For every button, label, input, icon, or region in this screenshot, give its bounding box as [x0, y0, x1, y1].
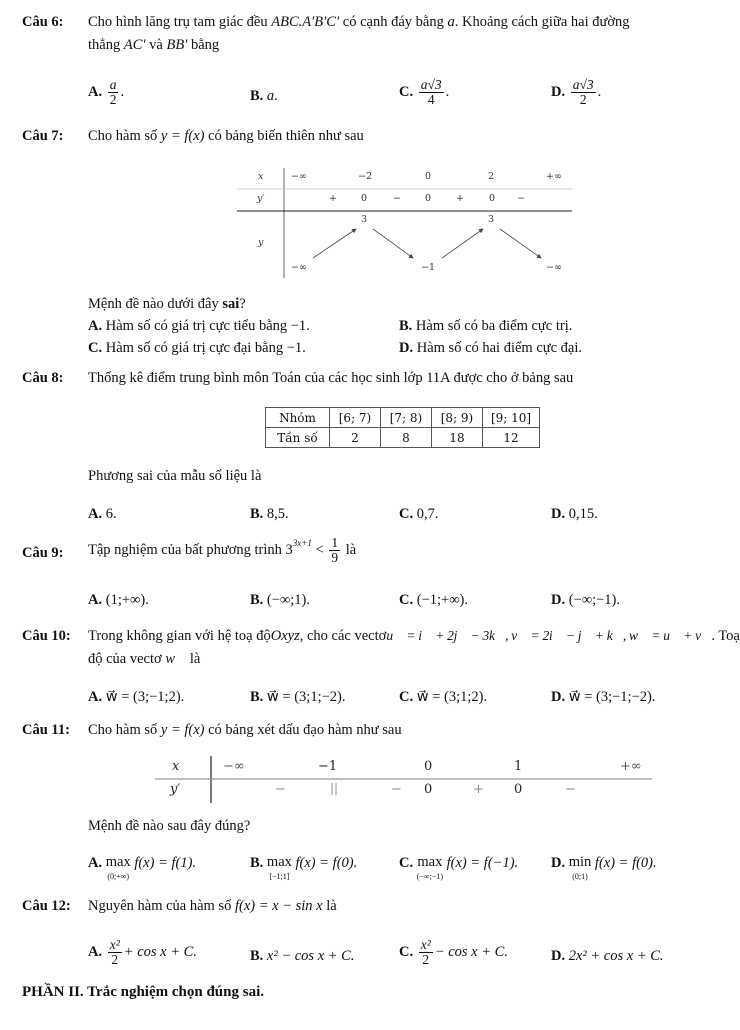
option-a[interactable]: A. $\frac{\text{x²}}{2}$ + cos x + C.: [88, 937, 197, 968]
table-cell: Tần số: [266, 428, 330, 448]
fraction: $\frac{\text{x²}}{2}$: [109, 937, 120, 968]
fraction: $\frac{a}{2}$: [109, 77, 117, 108]
x-value: −2: [358, 171, 373, 182]
table-cell: 8: [381, 428, 432, 448]
x-value: −∞: [223, 759, 245, 774]
option-b[interactable]: B. w⃗ = (3;1;−2).: [250, 689, 346, 705]
dy-sign: +: [473, 782, 484, 797]
x-value: −1: [318, 759, 338, 774]
question-label: Câu 12:: [22, 898, 71, 914]
option-c[interactable]: C. 0,7.: [399, 506, 439, 522]
question-text-line2: độ của vectơ w⃗ là: [88, 651, 201, 667]
dy-sign: −: [393, 193, 401, 204]
table-cell: 2: [330, 428, 381, 448]
x-value: 2: [488, 171, 495, 182]
option-c[interactable]: C. max (−∞;−1) f(x) = f(−1).: [399, 854, 519, 881]
question-label: Câu 8:: [22, 370, 64, 386]
option-a[interactable]: A. $\frac{a}{2}$ .: [88, 77, 125, 108]
row-label-dy: y′: [257, 193, 265, 204]
option-a[interactable]: A. w⃗ = (3;−1;2).: [88, 689, 185, 705]
limit-operator: min (0;1): [568, 854, 592, 881]
question-label: Câu 9:: [22, 545, 64, 561]
limit-operator: max (0;+∞): [105, 854, 131, 881]
x-value: 0: [424, 759, 433, 774]
option-a[interactable]: A. 6.: [88, 506, 117, 522]
dy-sign: 0: [361, 193, 368, 204]
option-b[interactable]: B. Hàm số có ba điểm cực trị.: [399, 318, 573, 334]
question-prompt: Mệnh đề nào dưới đây sai?: [88, 296, 246, 312]
question-label: Câu 10:: [22, 628, 71, 644]
option-d[interactable]: D. (−∞;−1).: [551, 592, 620, 608]
dy-sign: 0: [514, 782, 523, 797]
option-d[interactable]: D. Hàm số có hai điểm cực đại.: [399, 340, 583, 356]
option-b[interactable]: B. (−∞;1).: [250, 592, 310, 608]
option-d[interactable]: D. min (0;1) f(x) = f(0).: [551, 854, 657, 881]
section-title: PHẦN II. Trắc nghiệm chọn đúng sai.: [22, 984, 264, 1000]
row-label-y: y: [258, 237, 264, 248]
table-header-cell: [8; 9): [432, 408, 483, 428]
question-label: Câu 7:: [22, 128, 64, 144]
dy-sign: +: [329, 193, 337, 204]
dy-sign: −: [565, 782, 576, 797]
option-d[interactable]: D. w⃗ = (3;−1;−2).: [551, 689, 656, 705]
question-text: Thống kê điểm trung bình môn Toán của các học sinh lớp 11A được cho ở bảng sau: [88, 370, 574, 386]
y-value-end: −∞: [546, 262, 562, 273]
question-prompt: Phương sai của mẫu số liệu là: [88, 468, 262, 484]
table-header-cell: [7; 8): [381, 408, 432, 428]
question-text: Trong không gian với hệ toạ độ Oxyz , cho các vectơ u⃗ = i⃗ + 2j⃗ − 3k⃗, v⃗ = 2i⃗ − j⃗ + k⃗, w⃗ = u⃗ + v⃗ . Toạ: [88, 628, 740, 644]
row-label-x: x: [172, 759, 180, 774]
y-value-max2: 3: [488, 214, 495, 225]
table-cell: 18: [432, 428, 483, 448]
x-value: −∞: [291, 171, 307, 182]
question-prompt: Mệnh đề nào sau đây đúng?: [88, 818, 251, 834]
dy-sign: 0: [489, 193, 496, 204]
question-text: Tập nghiệm của bất phương trình $3^{3x+1}$ < $\frac{1}{9}$ là: [88, 535, 357, 566]
option-a[interactable]: A. Hàm số có giá trị cực tiểu bằng −1.: [88, 318, 310, 334]
option-c[interactable]: C. w⃗ = (3;1;2).: [399, 689, 488, 705]
dy-sign: −: [517, 193, 525, 204]
dy-sign: +: [456, 193, 464, 204]
question-label: Câu 11:: [22, 722, 70, 738]
x-value: +∞: [546, 171, 562, 182]
dy-undefined: ||: [330, 781, 339, 795]
table-header-cell: [6; 7): [330, 408, 381, 428]
question-text: Cho hình lăng trụ tam giác đều ABC.A′B′C′ có cạnh đáy bằng a. Khoảng cách giữa hai đường: [88, 14, 630, 30]
option-d[interactable]: D. 2x² + cos x + C.: [551, 948, 664, 964]
table-header-cell: [9; 10]: [483, 408, 540, 428]
dy-sign: −: [391, 782, 402, 797]
option-b[interactable]: B. max [−1;1] f(x) = f(0).: [250, 854, 358, 881]
option-c[interactable]: C. $\frac{a√3}{4}$ .: [399, 77, 450, 108]
limit-operator: max [−1;1]: [266, 854, 292, 881]
limit-operator: max (−∞;−1): [416, 854, 444, 881]
option-d[interactable]: D. $\frac{a√3}{2}$ .: [551, 77, 602, 108]
option-a[interactable]: A. (1;+∞).: [88, 592, 149, 608]
question-label: Câu 6:: [22, 14, 64, 30]
x-value: 1: [514, 759, 523, 774]
fraction: $\frac{1}{9}$: [331, 535, 339, 566]
table-cell: 12: [483, 428, 540, 448]
option-c[interactable]: C. (−1;+∞).: [399, 592, 468, 608]
option-a[interactable]: A. max (0;+∞) f(x) = f(1).: [88, 854, 197, 881]
table-header-cell: Nhóm: [266, 408, 330, 428]
fraction: $\frac{\text{x²}}{2}$: [420, 937, 431, 968]
question-text: Nguyên hàm của hàm số f(x) = x − sin x là: [88, 898, 337, 914]
fraction: $\frac{a√3}{4}$: [420, 77, 442, 108]
question-text: Cho hàm số y = f(x) có bảng xét dấu đạo hàm như sau: [88, 722, 402, 738]
row-label-dy: y′: [170, 782, 181, 797]
option-c[interactable]: C. $\frac{\text{x²}}{2}$ − cos x + C.: [399, 937, 508, 968]
option-c[interactable]: C. Hàm số có giá trị cực đại bằng −1.: [88, 340, 306, 356]
option-b[interactable]: B. x² − cos x + C.: [250, 948, 355, 964]
y-value-max1: 3: [361, 214, 368, 225]
option-b[interactable]: B. 8,5.: [250, 506, 289, 522]
row-label-x: x: [258, 171, 264, 182]
y-value-min: −1: [421, 262, 436, 273]
option-d[interactable]: D. 0,15.: [551, 506, 598, 522]
dy-sign: 0: [424, 782, 433, 797]
dy-sign: −: [275, 782, 286, 797]
x-value: 0: [425, 171, 432, 182]
question-text: Cho hàm số y = f(x) có bảng biến thiên như sau: [88, 128, 364, 144]
y-value-start: −∞: [291, 262, 307, 273]
x-value: +∞: [620, 759, 642, 774]
fraction: $\frac{a√3}{2}$: [572, 77, 594, 108]
question-text-line2: thẳng AC′ và BB′ bằng: [88, 37, 220, 53]
dy-sign: 0: [425, 193, 432, 204]
option-b[interactable]: B. a.: [250, 88, 278, 104]
